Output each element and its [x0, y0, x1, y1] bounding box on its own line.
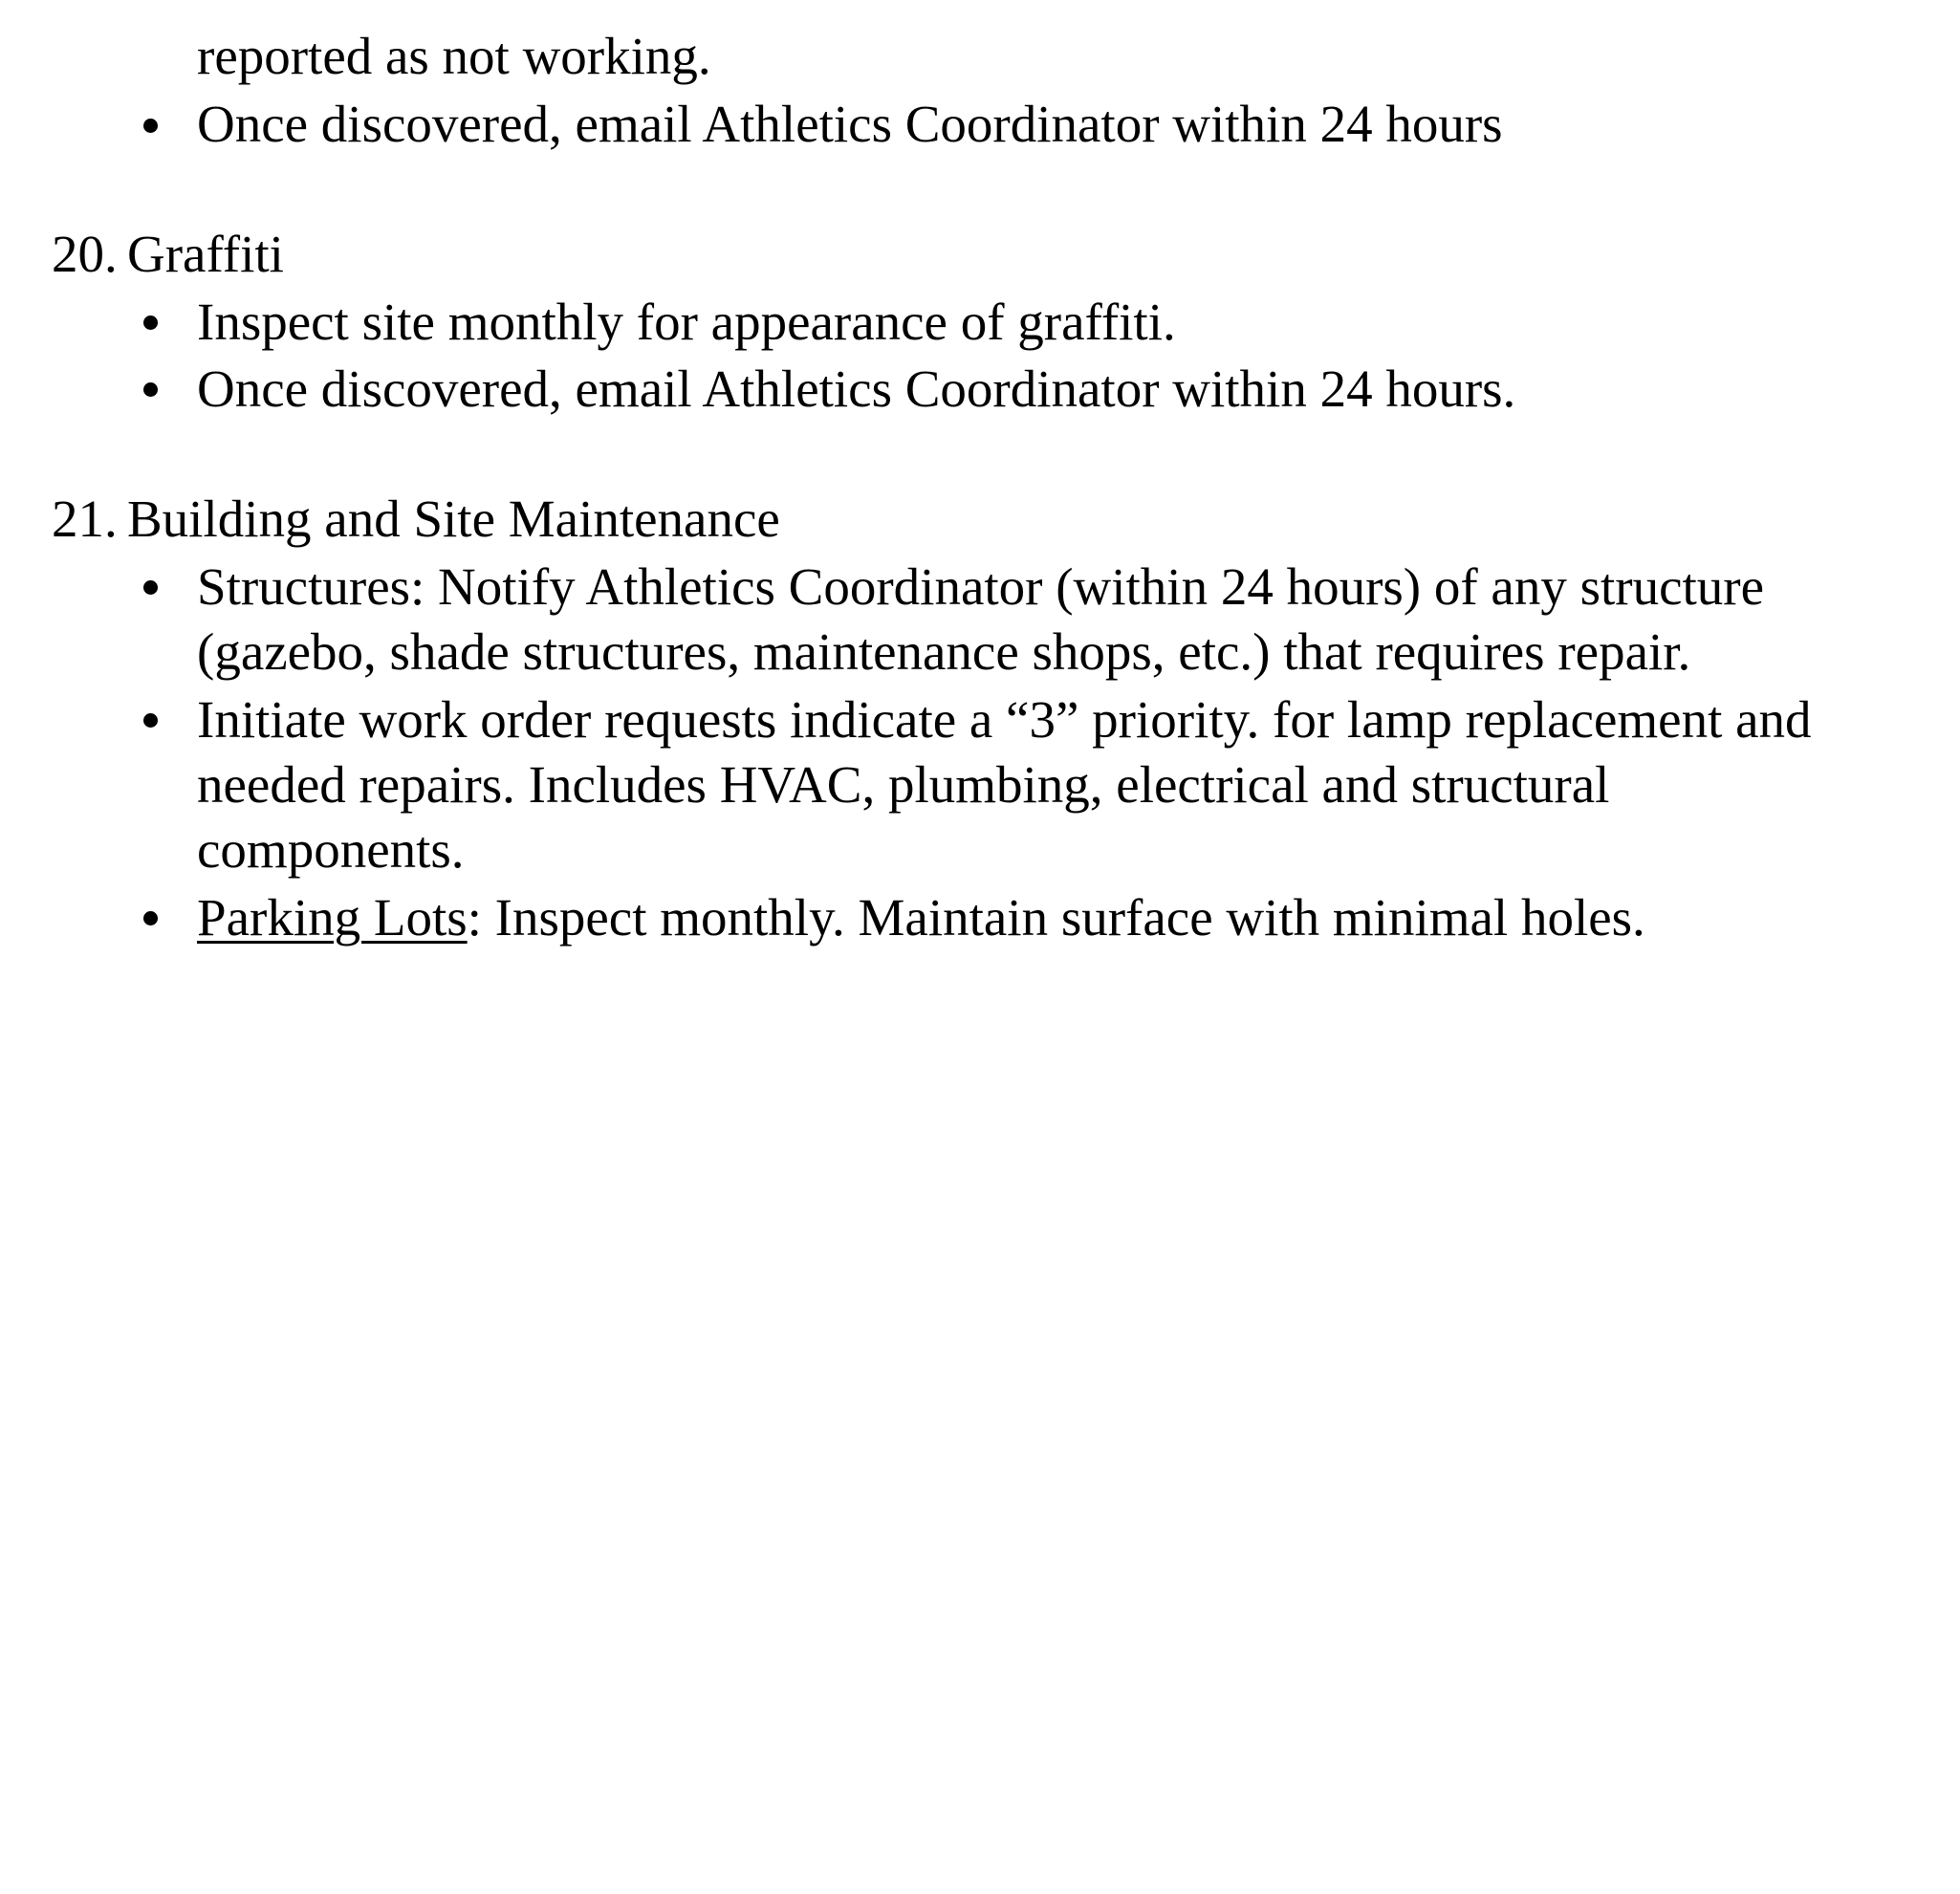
bullet-icon [143, 580, 158, 595]
section-21-bullet-2-line-2: needed repairs. Includes HVAC, plumbing, electrical and structural [197, 755, 1610, 814]
section-21-number: 21. [52, 490, 118, 548]
bullet-icon [143, 911, 158, 925]
section-21-bullet-2-line-1: Initiate work order requests indicate a “3” priority. for lamp replacement and [197, 690, 1812, 749]
continued-bullet-text: Once discovered, email Athletics Coordinator within 24 hours [197, 95, 1503, 153]
bullet-icon [143, 119, 158, 133]
section-21-bullet-2-line-3: components. [197, 820, 465, 879]
section-21-bullet-1-line-1: Structures: Notify Athletics Coordinator (within 24 hours) of any structure [197, 557, 1765, 616]
continued-text: reported as not working. [197, 27, 711, 85]
section-20-bullet-2: Once discovered, email Athletics Coordinator within 24 hours. [197, 359, 1516, 418]
section-21-bullet-3 [197, 884, 1645, 950]
parking-lots-label: Parking Lots [197, 888, 468, 947]
section-21-title: Building and Site Maintenance [127, 490, 780, 548]
section-20-title: Graffiti [127, 225, 284, 283]
bullet-icon [143, 316, 158, 330]
section-20-bullet-1: Inspect site monthly for appearance of graffiti. [197, 293, 1176, 351]
parking-lots-text: : Inspect monthly. Maintain surface with minimal holes. [467, 888, 1645, 947]
bullet-icon [143, 382, 158, 397]
section-21-bullet-1-line-2: (gazebo, shade structures, maintenance shops, etc.) that requires repair. [197, 622, 1691, 681]
bullet-icon [143, 713, 158, 728]
section-20-number: 20. [52, 225, 118, 283]
